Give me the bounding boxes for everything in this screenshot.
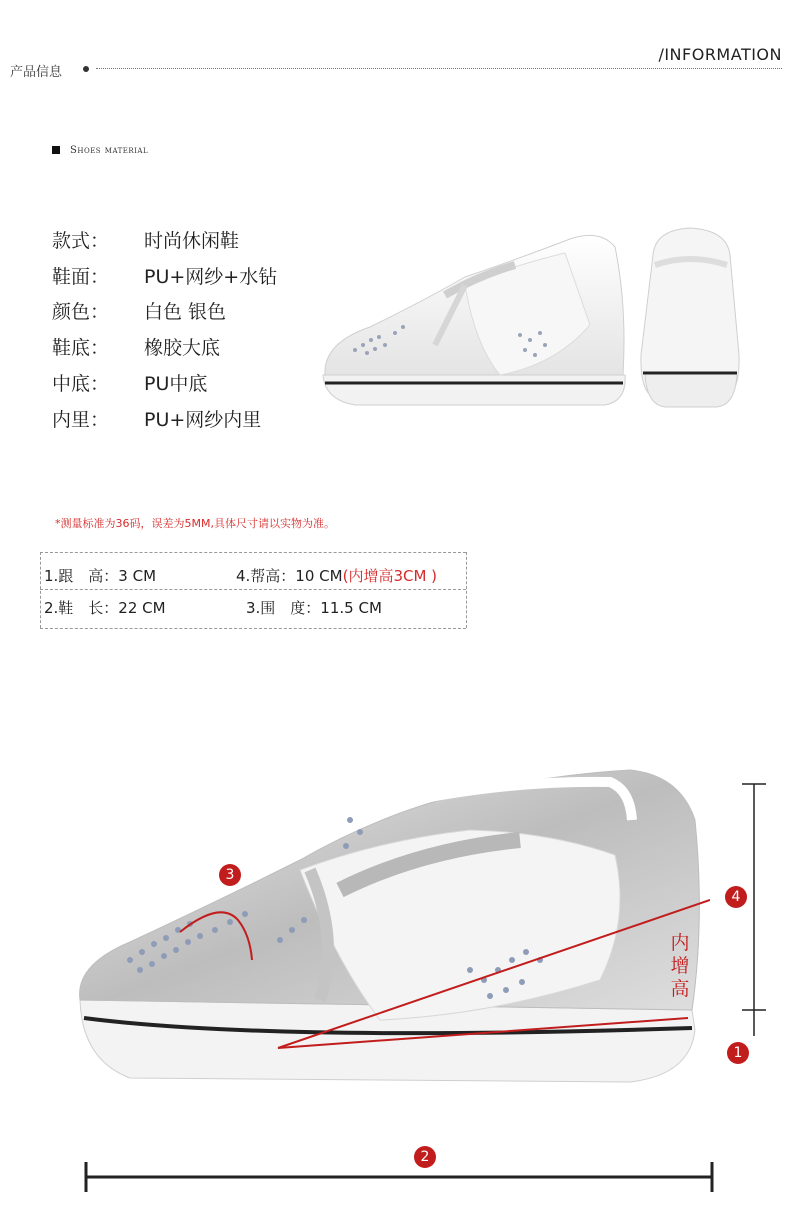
marker-2-badge: 2 bbox=[414, 1146, 436, 1168]
spec-value: 白色 银色 bbox=[144, 301, 227, 323]
marker-1-badge: 1 bbox=[727, 1042, 749, 1064]
inner-lift-char: 高 bbox=[670, 978, 690, 1000]
spec-value: PU中底 bbox=[144, 373, 208, 395]
length-scale-ruler bbox=[80, 1160, 720, 1194]
section-label: Shoes material bbox=[70, 145, 149, 156]
spec-key: 中底： bbox=[52, 373, 110, 395]
header-dot bbox=[83, 66, 89, 72]
spec-value: 时尚休闲鞋 bbox=[144, 230, 240, 252]
section-square-icon bbox=[52, 146, 60, 154]
inner-lift-char: 增 bbox=[670, 955, 690, 977]
measure-shoe-length: 2.鞋 长：22 CM bbox=[44, 599, 166, 617]
spec-value: PU+网纱+水钻 bbox=[144, 266, 278, 288]
spec-value: 橡胶大底 bbox=[144, 337, 221, 359]
marker-3-badge: 3 bbox=[219, 864, 241, 886]
spec-value: PU+网纱内里 bbox=[144, 409, 262, 431]
white-shoe-back-image bbox=[635, 225, 745, 411]
white-shoe-side-image bbox=[315, 225, 633, 417]
marker-4-badge: 4 bbox=[725, 886, 747, 908]
measure-heel-height: 1.跟 高：3 CM bbox=[44, 567, 157, 585]
spec-key: 内里： bbox=[52, 409, 110, 431]
silver-shoe-diagram-image bbox=[70, 760, 710, 1100]
header-title-en: /INFORMATION bbox=[658, 45, 782, 64]
measure-upper-height bbox=[236, 565, 437, 586]
inner-lift-label bbox=[668, 932, 692, 1001]
spec-key: 鞋底： bbox=[52, 337, 110, 359]
measurement-note: *测量标准为36码，误差为5MM,具体尺寸请以实物为准。 bbox=[55, 517, 335, 530]
table-border-middle bbox=[40, 589, 466, 590]
measure-upper-height-note: (内增高3CM ) bbox=[342, 567, 438, 585]
spec-key: 鞋面： bbox=[52, 266, 110, 288]
table-border-bottom bbox=[40, 628, 466, 629]
table-border-top bbox=[40, 552, 466, 553]
measure-girth: 3.围 度：11.5 CM bbox=[246, 599, 382, 617]
height-scale-ruler bbox=[740, 780, 770, 1040]
spec-key: 款式： bbox=[52, 230, 110, 252]
measure-upper-height-value: 4.帮高：10 CM bbox=[236, 567, 343, 585]
header-title-cn: 产品信息 bbox=[10, 65, 63, 80]
header-dotted-divider bbox=[96, 68, 782, 69]
inner-lift-char: 内 bbox=[670, 932, 690, 954]
spec-key: 颜色： bbox=[52, 301, 110, 323]
